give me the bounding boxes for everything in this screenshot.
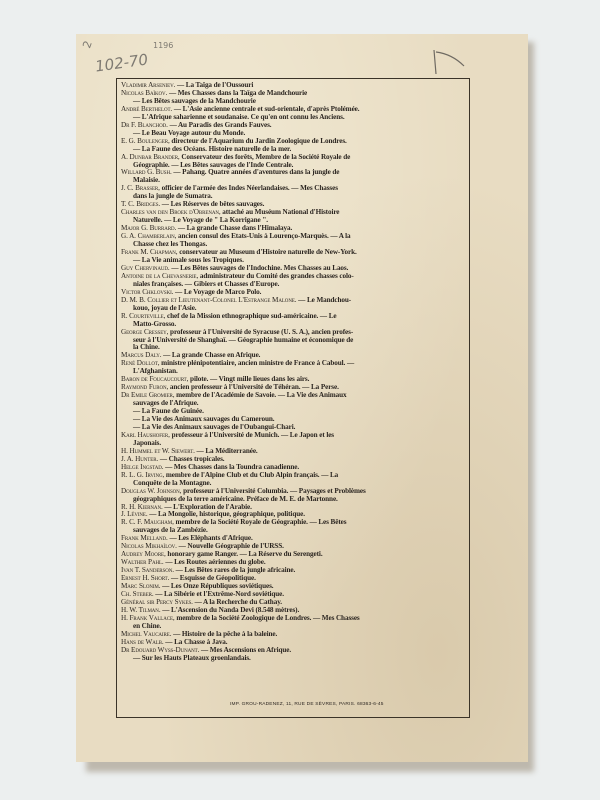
entry-title: — L'Asie ancienne centrale et sud-orientale, d'après Ptolémée. [172, 105, 360, 113]
entry-author: Hans de Walb. [121, 638, 164, 646]
catalog-entry [121, 559, 467, 567]
entry-title: — Histoire de la pêche à la baleine. [171, 630, 278, 638]
entry-author: Marc Slonim. [121, 583, 161, 591]
entry-author: J. Lévine. [121, 511, 148, 519]
catalog-entry [121, 130, 467, 138]
entry-author: R. C. F. Maugham, [121, 519, 174, 527]
pencil-note-left: 2 [80, 38, 95, 51]
entry-title: membre de la Société Royale de Géographie. — Les Bêtes [173, 519, 347, 527]
entry-title: — Mes Chasses dans la Toundra canadienne. [163, 463, 300, 471]
catalog-entry [121, 488, 467, 496]
entry-title: ministre plénipotentiaire, ancien ministre de France à Caboul. — [159, 360, 355, 368]
entry-author: Helge Ingstad. [121, 463, 164, 471]
entry-title: officier de l'armée des Indes Néerlandaises. — Mes Chasses [159, 185, 338, 193]
catalog-entry [121, 535, 467, 543]
entry-title: — Esquisse de Géopolitique. [169, 575, 256, 583]
entry-author: Général sir Percy Sykes. [121, 598, 193, 606]
catalog-entry [121, 106, 467, 114]
entry-title: — Le Beau Voyage autour du Monde. [133, 129, 246, 137]
entry-title: membre de l'Académie de Savoie. — La Vie des Animaux [174, 392, 347, 400]
catalog-entry [121, 392, 467, 400]
catalog-entry [121, 464, 467, 472]
entry-author: H. W. Tilman. [121, 606, 161, 614]
entry-author: Dr Émile Gromier, [121, 392, 175, 400]
entry-title: la Chine. [133, 344, 160, 352]
entry-title: membre de la Société Zoologique de Londres. — Mes Chasses [174, 614, 360, 622]
catalog-entry [121, 169, 467, 177]
entry-title: — A la Recherche du Cathay. [192, 598, 282, 606]
catalog-entry [121, 496, 467, 504]
entry-title: — Pahang. Quatre années d'aventures dans la jungle de [171, 169, 340, 177]
entry-title: Japonais. [133, 439, 162, 447]
entry-author: Guy Chervinaud. [121, 264, 170, 272]
entry-title: géographiques de la terre américaine. Préface de M. E. de Martonne. [133, 495, 338, 503]
catalog-entry [121, 337, 467, 345]
catalog-entry [121, 504, 467, 512]
printer-imprint: IMP. GROU-RADENEZ, 11, RUE DE SÈVRES, PARIS. 68363-6-45 [230, 702, 384, 707]
entry-author: Raymond Furon, [121, 384, 169, 392]
entry-title: — La Faune des Océans. Histoire naturelle de la mer. [133, 145, 292, 153]
entry-title: Géographie. — Les Bêtes sauvages de l'Inde Centrale. [133, 161, 294, 169]
entry-title: — Chasses tropicales. [158, 455, 225, 463]
entry-title: — L'Afrique saharienne et soudanaise. Ce qu'en ont connu les Anciens. [133, 113, 345, 121]
catalog-entry [121, 329, 467, 337]
catalog-entry [121, 599, 467, 607]
entry-title: Conservateur des forêts, Membre de la Société Royale de [179, 153, 351, 161]
catalog-entry [121, 225, 467, 233]
entry-author: André Berthelot. [121, 105, 173, 113]
catalog-entry [121, 511, 467, 519]
entry-author: Major G. Burrard. [121, 225, 177, 233]
entry-title: — Les Éléphants d'Afrique. [167, 535, 253, 543]
entry-title: — Mes Ascensions en Afrique. [199, 646, 292, 654]
entry-title: Chasse chez les Thongas. [133, 241, 208, 249]
catalog-entry [121, 567, 467, 575]
catalog-entry [121, 305, 467, 313]
catalog-entry [121, 440, 467, 448]
entry-author: Nicolas Baïkov. [121, 89, 168, 97]
entry-title: — La grande Chasse en Afrique. [161, 352, 261, 360]
entry-title: administrateur du Comité des grandes chasses colo- [198, 272, 354, 280]
catalog-entry [121, 424, 467, 432]
catalog-entry [121, 90, 467, 98]
entry-title: — Sur les Hauts Plateaux groenlandais. [133, 654, 251, 662]
catalog-entry [121, 448, 467, 456]
entry-title: dans la jungle de Sumatra. [133, 193, 213, 201]
catalog-entry [121, 527, 467, 535]
catalog-entry [121, 472, 467, 480]
entry-author: Michel Vaucaire. [121, 630, 172, 638]
catalog-entry [121, 352, 467, 360]
entry-author: Frank M. Chapman, [121, 249, 178, 257]
pencil-note-top: 1196 [153, 41, 174, 50]
catalog-entry [121, 249, 467, 257]
entry-author: T. C. Bridges. [121, 201, 161, 209]
entry-title: — La Vie des Animaux sauvages du Cameroun. [133, 416, 275, 424]
entry-author: Dr F. Blanchod. [121, 121, 168, 129]
catalog-entry [121, 408, 467, 416]
catalog-entry [121, 122, 467, 130]
entry-author: J. C. Brasser, [121, 185, 160, 193]
entry-title: L'Afghanistan. [133, 368, 178, 376]
catalog-entry [121, 583, 467, 591]
entry-title: directeur de l'Aquarium du Jardin Zoologique de Londres. [169, 137, 347, 145]
entry-author: Baron de Foucaucourt, [121, 376, 189, 384]
entry-author: Marcus Daly. [121, 352, 162, 360]
entry-author: Antoine de la Chevasnerie, [121, 272, 199, 280]
catalog-entry [121, 177, 467, 185]
entry-title: Conquête de la Montagne. [133, 479, 212, 487]
catalog-entry [121, 376, 467, 384]
catalog-entry [121, 146, 467, 154]
entry-author: G. A. Chamberlain, [121, 233, 177, 241]
entry-title: seur à l'Université de Shanghaï. — Géographie humaine et économique de [133, 336, 354, 344]
entry-title: — Nouvelle Géographie de l'URSS. [176, 543, 284, 551]
entry-title: conservateur au Museum d'Histoire naturelle de New-York. [177, 249, 357, 257]
catalog-entry [121, 368, 467, 376]
entry-title: — Les Onze Républiques soviétiques. [160, 583, 274, 591]
entry-title: honorary game Ranger. — La Réserve du Serengeti. [165, 551, 323, 559]
catalog-entry [121, 456, 467, 464]
entry-title: pilote. — Vingt mille lieues dans les airs. [188, 376, 310, 384]
entry-title: professeur à l'Université Columbia. — Paysages et Problèmes [181, 487, 366, 495]
entry-author: H. Frank Vallace, [121, 614, 175, 622]
pencil-check-mark-icon [432, 48, 466, 76]
catalog-entry [121, 313, 467, 321]
entry-author: D. M. B. Collier et Lieutenant-Colonel L'Estrange Malone. [121, 296, 297, 304]
catalog-entry [121, 82, 467, 90]
entry-title: kouo, joyau de l'Asie. [133, 304, 197, 312]
entry-author: Nicolas Mikhaïlov. [121, 543, 177, 551]
catalog-entry [121, 138, 467, 146]
entry-title: — Les Bêtes sauvages de l'Indochine. Mes Chasses au Laos. [169, 264, 349, 272]
entry-author: Frank Melland. [121, 535, 168, 543]
catalog-entry [121, 289, 467, 297]
catalog-entry [121, 273, 467, 281]
catalog-entry [121, 591, 467, 599]
entry-title: — L'Exploration de l'Arabie. [162, 503, 252, 511]
catalog-entry [121, 432, 467, 440]
catalog-entry [121, 519, 467, 527]
entry-title: — La grande Chasse dans l'Himalaya. [176, 225, 293, 233]
entry-title: sauvages de la Zambézie. [133, 527, 208, 535]
entry-title: ancien consul des États-Unis à Lourenço-Marquès. — A la [176, 233, 351, 241]
entry-title: Naturelle. — Le Voyage de " La Korrigane ". [133, 217, 268, 225]
pencil-note-price: 102-70 [94, 50, 150, 76]
entry-author: R. Courteville, [121, 312, 166, 320]
catalog-entry [121, 193, 467, 201]
entry-title: Matto-Grosso. [133, 320, 177, 328]
entry-title: — La Sibérie et l'Extrême-Nord soviétique. [153, 591, 284, 598]
catalog-entry [121, 607, 467, 615]
catalog-entry [121, 575, 467, 583]
catalog-entry [121, 201, 467, 209]
entry-author: Walther Pahl. [121, 559, 164, 567]
catalog-entry [121, 154, 467, 162]
entry-title: — Le Mandchou- [296, 296, 352, 304]
entry-author: George Cressey, [121, 328, 169, 336]
entry-title: ancien professeur à l'Université de Téhéran. — La Perse. [168, 384, 339, 392]
catalog-entry [121, 209, 467, 217]
entry-author: J. A. Hunter. [121, 455, 159, 463]
catalog-entry [121, 360, 467, 368]
entry-author: H. Hummel et W. Siewert. [121, 447, 195, 455]
catalog-entry [121, 615, 467, 623]
entry-author: Karl Haushofer, [121, 431, 170, 439]
entry-author: Victor Chklovski. [121, 288, 174, 296]
catalog-entry [121, 344, 467, 352]
entry-title: — La Chasse à Java. [163, 638, 228, 646]
catalog-entry [121, 185, 467, 193]
catalog-entry [121, 241, 467, 249]
entry-title: — La Mongolie, historique, géographique, politique. [147, 511, 305, 519]
catalog-entry [121, 321, 467, 329]
entry-title: attaché au Muséum National d'Histoire [220, 209, 340, 217]
entry-author: Ch. Steber. [121, 591, 154, 598]
entry-author: R. H. Kiernan. [121, 503, 163, 511]
entry-title: — Le Voyage de Marco Polo. [173, 288, 262, 296]
catalog-entry [121, 384, 467, 392]
entry-title: professeur à l'Université de Syracuse (U. S. A.), ancien profes- [168, 328, 354, 336]
entry-title: — La Vie animale sous les Tropiques. [133, 256, 244, 264]
entry-author: Audrey Moore, [121, 551, 166, 559]
entry-title: en Chine. [133, 622, 162, 630]
catalog-entry [121, 623, 467, 631]
catalog-entry [121, 631, 467, 639]
entry-title: professeur à l'Université de Munich. — Le Japon et les [169, 431, 335, 439]
entry-author: A. Dunbar Brander, [121, 153, 180, 161]
entry-author: R. L. G. Irving, [121, 471, 165, 479]
entry-author: Dr Édouard Wyss-Dunant. [121, 646, 200, 654]
catalog-entry [121, 639, 467, 647]
entry-title: — La Taïga de l'Oussouri [175, 82, 254, 89]
entry-title: — Les Routes aériennes du globe. [163, 559, 266, 567]
catalog-entry [121, 233, 467, 241]
entry-title: — La Faune de Guinée. [133, 408, 204, 416]
entry-title: — Les Réserves de bêtes sauvages. [160, 201, 265, 209]
entry-title: — Mes Chasses dans la Taïga de Mandchourie [167, 89, 308, 97]
entry-title: sauvages de l'Afrique. [133, 400, 199, 408]
catalog-entry [121, 162, 467, 170]
catalog-entry [121, 98, 467, 106]
entry-author: Ivan T. Sanderson. [121, 567, 174, 575]
entry-author: Vladimir Arseniev. [121, 82, 176, 89]
entry-title: Malaisie. [133, 177, 160, 185]
entry-title: — La Vie des Animaux sauvages de l'Oubangui-Chari. [133, 423, 296, 431]
catalog-entry [121, 400, 467, 408]
entry-title: — La Méditerranée. [194, 447, 258, 455]
entry-title: — L'Ascension du Nanda Devi (8.548 mètres). [160, 606, 300, 614]
entry-title: chef de la Mission ethnographique sud-américaine. — Le [165, 312, 337, 320]
catalog-entry [121, 480, 467, 488]
entry-title: — Les Bêtes rares de la jungle africaine. [173, 567, 296, 575]
catalog-entry [121, 551, 467, 559]
catalog-entry [121, 114, 467, 122]
entry-author: Douglas W. Johnson, [121, 487, 182, 495]
catalog-entry [121, 281, 467, 289]
entry-author: Charles van den Broek d'Obrenan, [121, 209, 221, 217]
entry-author: René Dollot, [121, 360, 160, 368]
entry-author: Ernest H. Short. [121, 575, 170, 583]
entry-title: niales françaises. — Gibiers et Chasses d'Europe. [133, 280, 280, 288]
entry-title: membre de l'Alpine Club et du Club Alpin français. — La [164, 471, 339, 479]
catalog-entry [121, 416, 467, 424]
catalog-entry [121, 265, 467, 273]
entry-author: Willard G. Bush. [121, 169, 172, 177]
entry-author: E. G. Boulenger, [121, 137, 170, 145]
entry-title: — Les Bêtes sauvages de la Mandchourie [133, 97, 256, 105]
catalog-entry [121, 647, 467, 655]
catalog-entry [121, 655, 467, 663]
catalog-entry [121, 543, 467, 551]
catalog-entry [121, 257, 467, 265]
entry-title: — Au Paradis des Grands Fauves. [167, 121, 272, 129]
catalog-list [121, 82, 467, 663]
catalog-entry [121, 297, 467, 305]
catalog-entry [121, 217, 467, 225]
